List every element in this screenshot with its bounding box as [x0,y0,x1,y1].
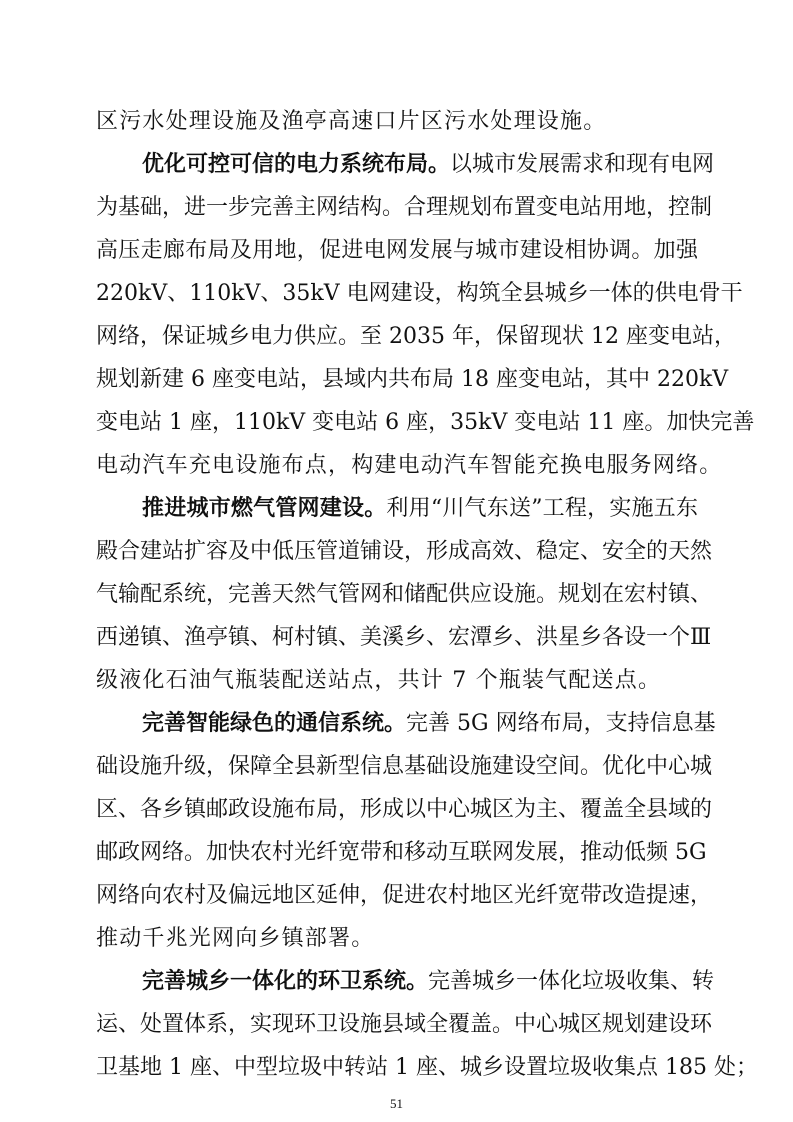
body-text-line: 级液化石油气瓶装配送站点，共计 7 个瓶装气配送点。 [96,668,662,693]
body-text-line: 推动千兆光网向乡镇部署。 [96,926,375,951]
body-text-line: 规划新建 6 座变电站，县域内共布局 18 座变电站，其中 220kV [96,367,729,392]
paragraph-first-line [142,496,698,522]
body-text-line: 区、各乡镇邮政设施布局，形成以中心城区为主、覆盖全县域的 [96,797,713,822]
paragraph-heading-gas: 推进城市燃气管网建设。 [142,496,387,521]
body-text-line: 础设施升级，保障全县新型信息基础设施建设空间。优化中心城 [96,754,713,779]
body-text-line: 邮政网络。加快农村光纤宽带和移动互联网发展，推动低频 5G [96,840,707,865]
paragraph-first-line [142,711,716,737]
paragraph-first-line [142,152,715,178]
body-text-line: 为基础，进一步完善主网结构。合理规划布置变电站用地，控制 [96,195,713,220]
body-text-line: 220kV、110kV、35kV 电网建设，构筑全县城乡一体的供电骨干 [96,281,743,306]
body-text-line: 西递镇、渔亭镇、柯村镇、美溪乡、宏潭乡、洪星乡各设一个Ⅲ [96,625,712,650]
body-text-line: 高压走廊布局及用地，促进电网发展与城市建设相协调。加强 [96,238,698,263]
body-text-line: 变电站 1 座，110kV 变电站 6 座，35kV 变电站 11 座。加快完善 [96,410,755,435]
body-text-line: 电动汽车充电设施布点，构建电动汽车智能充换电服务网络。 [96,453,723,478]
body-text-line: 运、处置体系，实现环卫设施县域全覆盖。中心城区规划建设环 [96,1012,713,1037]
body-text: 以城市发展需求和现有电网 [450,152,715,177]
body-text: 利用“川气东送”工程，实施五东 [386,496,698,521]
body-text-line: 网络，保证城乡电力供应。至 2035 年，保留现状 12 座变电站， [96,324,736,349]
paragraph-heading-power: 优化可控可信的电力系统布局。 [142,152,451,177]
body-text-line: 气输配系统，完善天然气管网和储配供应设施。规划在宏村镇、 [96,582,713,607]
paragraph-first-line [142,969,715,995]
paragraph-heading-telecom: 完善智能绿色的通信系统。 [142,711,407,736]
page-number: 51 [390,1096,403,1111]
body-text: 完善城乡一体化垃圾收集、转 [428,969,715,994]
body-text-line: 卫基地 1 座、中型垃圾中转站 1 座、城乡设置垃圾收集点 185 处； [96,1055,758,1080]
body-text-line: 区污水处理设施及渔亭高速口片区污水处理设施。 [96,109,607,134]
paragraph-heading-sanitation: 完善城乡一体化的环卫系统。 [142,969,429,994]
body-text-line: 殿合建站扩容及中低压管道铺设，形成高效、稳定、安全的天然 [96,539,713,564]
body-text: 完善 5G 网络布局，支持信息基 [406,711,716,736]
body-text-line: 网络向农村及偏远地区延伸，促进农村地区光纤宽带改造提速， [96,883,713,908]
